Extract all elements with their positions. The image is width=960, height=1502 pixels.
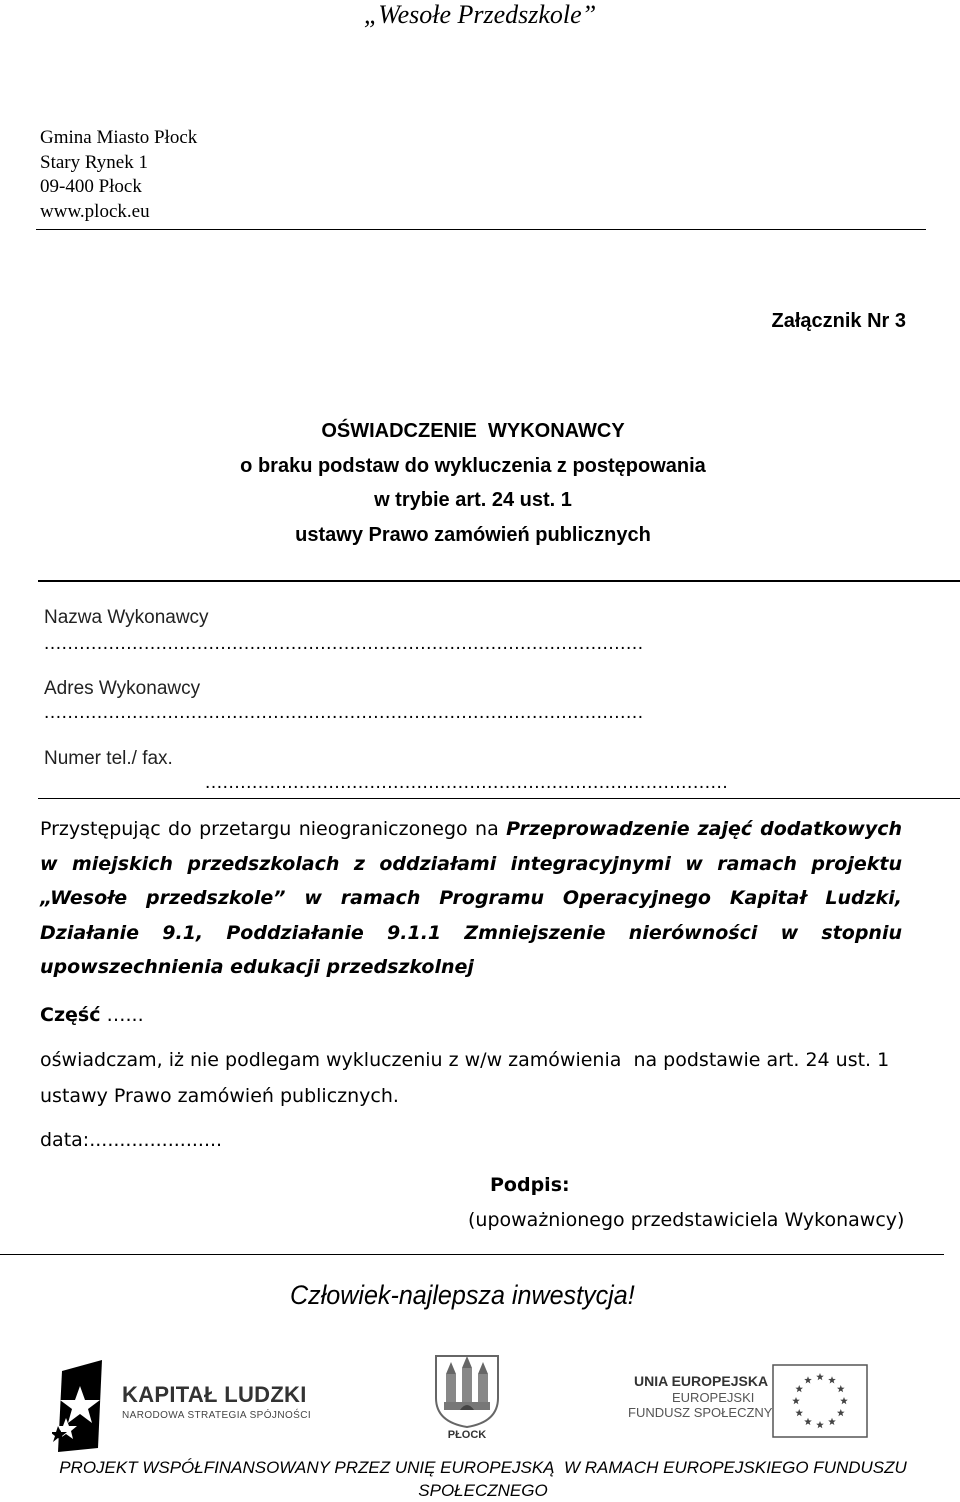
date-field[interactable]: data:...................... (40, 1128, 222, 1152)
contractor-phone-field[interactable]: ......................................................................................... (205, 771, 828, 795)
attachment-number: Załącznik Nr 3 (771, 308, 906, 334)
signature-divider (0, 1254, 944, 1255)
eu-name: UNIA EUROPEJSKA (634, 1372, 768, 1390)
address-website: www.plock.eu (40, 200, 197, 225)
slogan: Człowiek-najlepsza inwestycja! (290, 1278, 635, 1312)
eu-fund-logo (626, 1364, 866, 1452)
kapital-ludzki-title: KAPITAŁ LUDZKI (122, 1382, 307, 1408)
declaration-text: oświadczam, iż nie podlegam wykluczeniu z w/w zamówienia na podstawie art. 24 ust. 1 ustawy Prawo zamówień publicznych. (40, 1043, 920, 1114)
statement-title-line-1: OŚWIADCZENIE WYKONAWCY (0, 414, 946, 449)
contractor-address-field[interactable]: ...................................................................................................... (44, 701, 792, 725)
contractor-name-label: Nazwa Wykonawcy (44, 606, 209, 630)
footer-text (0, 1457, 960, 1502)
plock-crest-icon (432, 1352, 502, 1428)
address-block (40, 126, 197, 224)
statement-title-line-4: ustawy Prawo zamówień publicznych (0, 518, 946, 553)
statement-title-line-2: o braku podstaw do wykluczenia z postępowania (0, 449, 946, 484)
kapital-ludzki-emblem-icon (52, 1356, 122, 1456)
contractor-name-field[interactable]: ...................................................................................................... (44, 632, 784, 656)
footer-line-1: PROJEKT WSPÓŁFINANSOWANY PRZEZ UNIĘ EUROPEJSKĄ W RAMACH EUROPEJSKIEGO FUNDUSZU (0, 1457, 960, 1480)
kapital-ludzki-logo (52, 1356, 322, 1456)
project-title: Przeprowadzenie zajęć dodatkowych w miejskich przedszkolach z oddziałami integracyjnymi w ramach projektu „Wesołe przedszkole” w ramach Programu Operacyjnego Kapitał Ludzki, Działanie 9.1, Poddziałanie 9.1.1 Zmniejszenie nierówności w stopniu upowszechnienia edukacji przedszkolnej (40, 818, 902, 978)
tender-paragraph (40, 812, 902, 985)
signature-label: Podpis: (490, 1173, 570, 1197)
part-field[interactable]: …... (100, 1004, 143, 1026)
tender-intro: Przystępując do przetargu nieograniczonego na (40, 818, 506, 840)
eu-fund-line-1: EUROPEJSKI (672, 1390, 754, 1406)
address-line-3: 09-400 Płock (40, 175, 197, 200)
title-divider (38, 580, 960, 582)
contractor-address-label: Adres Wykonawcy (44, 677, 200, 701)
header-divider (36, 229, 926, 230)
eu-flag-icon (772, 1364, 868, 1438)
plock-coat-of-arms (432, 1352, 502, 1444)
address-line-1: Gmina Miasto Płock (40, 126, 197, 151)
statement-title-line-3: w trybie art. 24 ust. 1 (0, 483, 946, 518)
fields-divider (38, 798, 960, 799)
plock-caption: PŁOCK (432, 1428, 502, 1442)
part-label: Część (40, 1004, 100, 1026)
contractor-phone-label: Numer tel./ fax. (44, 747, 173, 771)
eu-fund-line-2: FUNDUSZ SPOŁECZNY (628, 1405, 772, 1421)
kapital-ludzki-subtitle: NARODOWA STRATEGIA SPÓJNOŚCI (122, 1410, 311, 1422)
signature-note: (upoważnionego przedstawiciela Wykonawcy) (468, 1208, 904, 1232)
statement-title (0, 414, 946, 553)
header-title: „Wesołe Przedszkole” (0, 0, 960, 30)
address-line-2: Stary Rynek 1 (40, 151, 197, 176)
footer-line-2: SPOŁECZNEGO (0, 1480, 960, 1502)
part-row (40, 1003, 144, 1027)
